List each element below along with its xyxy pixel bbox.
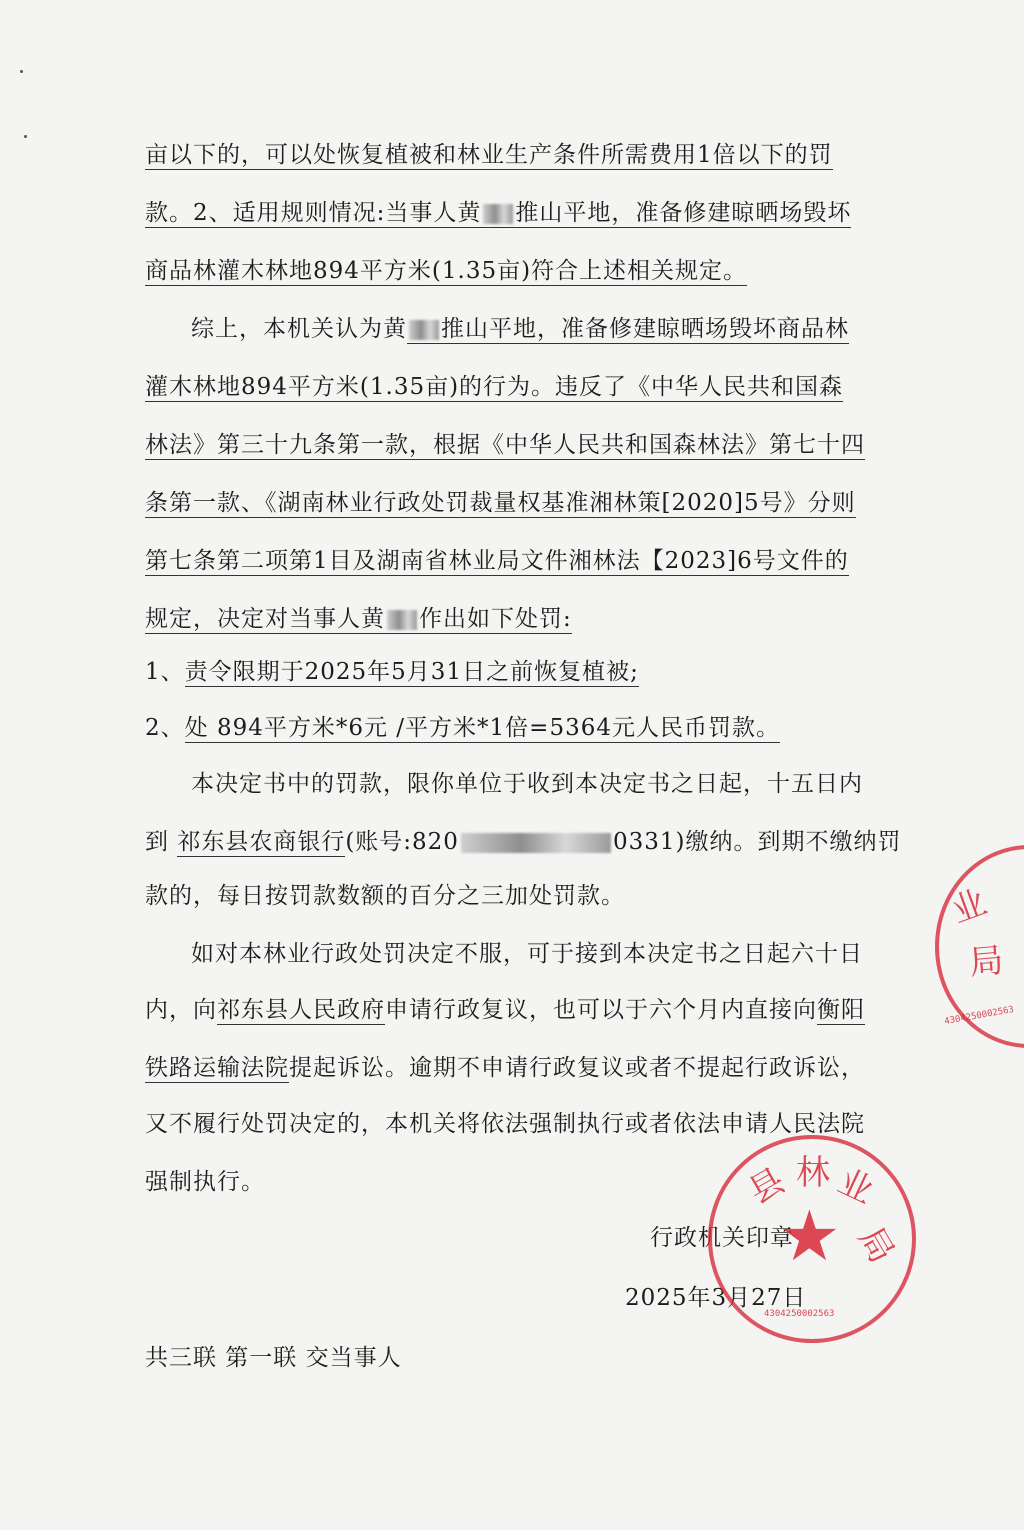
para4-line5: 强制执行。 (145, 1169, 265, 1195)
para3-line3: 款的，每日按罚款数额的百分之三加处罚款。 (145, 883, 625, 909)
official-seal-partial (935, 845, 1024, 1048)
seal-code: 4304250002563 (943, 1004, 1015, 1028)
seal-code: 4304250002563 (764, 1309, 835, 1319)
para2-line5: 第七条第二项第1目及湖南省林业局文件湘林法【2023]6号文件的 (145, 548, 849, 574)
seal-char: 局 (967, 940, 1005, 984)
para4-line2: 内，向祁东县人民政府申请行政复议，也可以于六个月内直接向衡阳 (145, 997, 865, 1023)
seal-char: 县 (742, 1160, 792, 1213)
seal-char: 林 (796, 1153, 830, 1193)
seal-char: 业 (831, 1161, 880, 1212)
seal-char: 局 (850, 1220, 902, 1270)
redacted-name (483, 204, 513, 224)
redacted-name (387, 610, 417, 630)
penalty-item-2: 2、处 894平方米*6元 /平方米*1倍=5364元人民币罚款。 (145, 715, 780, 741)
penalty-item-1: 1、责令限期于2025年5月31日之前恢复植被; (145, 659, 639, 685)
para2-line6: 规定，决定对当事人黄 作出如下处罚: (145, 606, 572, 632)
seal-char: 业 (946, 882, 993, 932)
para3-line1: 本决定书中的罚款，限你单位于收到本决定书之日起，十五日内 (191, 771, 863, 797)
para4-line4: 又不履行处罚决定的，本机关将依法强制执行或者依法申请人民法院 (145, 1111, 865, 1137)
para4-line3: 铁路运输法院提起诉讼。逾期不申请行政复议或者不提起行政诉讼， (145, 1055, 865, 1081)
seal-label: 行政机关印章 (650, 1225, 794, 1251)
redacted-name (409, 320, 439, 340)
scan-speck (20, 70, 23, 73)
scan-speck (24, 135, 27, 138)
para2-line4: 条第一款、《湖南林业行政处罚裁量权基准湘林策[2020]5号》分则 (145, 490, 856, 516)
para3-line2: 到 祁东县农商银行(账号:820 0331)缴纳。到期不缴纳罚 (145, 829, 902, 855)
para1-line1: 亩以下的，可以处恢复植被和林业生产条件所需费用1倍以下的罚 (145, 142, 833, 168)
issue-date: 2025年3月27日 (625, 1285, 807, 1311)
official-seal (708, 1135, 916, 1343)
para2-line2: 灌木林地894平方米(1.35亩)的行为。违反了《中华人民共和国森 (145, 374, 844, 400)
para4-line1: 如对本林业行政处罚决定不服，可于接到本决定书之日起六十日 (191, 941, 863, 967)
para1-line2: 款。2、适用规则情况:当事人黄 推山平地，准备修建晾晒场毁坏 (145, 200, 852, 226)
para2-line1: 综上，本机关认为黄 推山平地，准备修建晾晒场毁坏商品林 (191, 316, 849, 342)
copy-note: 共三联 第一联 交当事人 (145, 1345, 402, 1371)
redacted-account (461, 833, 611, 853)
seal-star-icon: ★ (778, 1195, 841, 1277)
para2-line3: 林法》第三十九条第一款，根据《中华人民共和国森林法》第七十四 (145, 432, 865, 458)
para1-line3: 商品林灌木林地894平方米(1.35亩)符合上述相关规定。 (145, 258, 748, 284)
